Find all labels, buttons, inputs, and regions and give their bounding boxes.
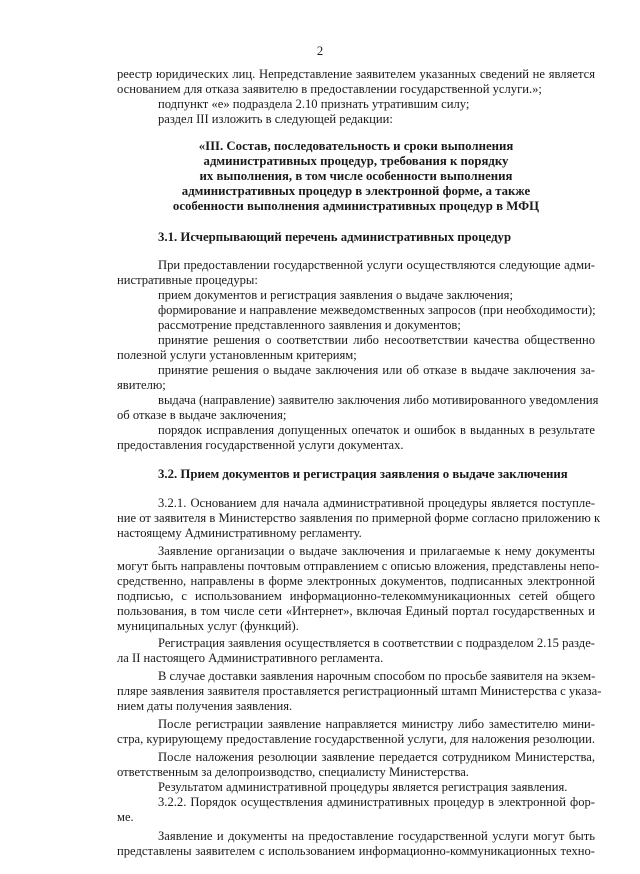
text-line: могут быть направлены почтовым отправлением с описью вложения, представлены непо- [117, 559, 600, 573]
text-line: ние от заявителя в Министерство заявления по примерной форме согласно приложению к [117, 511, 601, 525]
text-line: представлены заявителем с использованием информационно-коммуникационных техно- [117, 844, 595, 858]
text-line: нистративные процедуры: [117, 273, 258, 287]
text-line: Результатом административной процедуры является регистрация заявления. [158, 780, 568, 794]
page-number: 2 [316, 44, 324, 58]
list-item: формирование и направление межведомственных запросов (при необходимости); [158, 303, 596, 317]
text-line: пляре заявления заявителя проставляется регистрационный штамп Министерства с указа- [117, 684, 602, 698]
text-line: подпункт «е» подраздела 2.10 признать утратившим силу; [158, 97, 470, 111]
text-line: стра, курирующему предоставление государственной услуги, для наложения резолюции. [117, 732, 596, 746]
list-item: прием документов и регистрация заявления о выдаче заключения; [158, 288, 513, 302]
text-line: ла II настоящего Административного регламента. [117, 651, 384, 665]
section-heading-line: их выполнения, в том числе особенности выполнения [199, 169, 513, 183]
text-line: После наложения резолюции заявление передается сотрудником Министерства, [158, 750, 595, 764]
text-line: нием даты получения заявления. [117, 699, 293, 713]
text-line: Заявление и документы на предоставление государственной услуги могут быть [158, 829, 595, 843]
list-item: полезной услуги установленным критериям; [117, 348, 357, 362]
text-line: Регистрация заявления осуществляется в соответствии с подразделом 2.15 разде- [158, 636, 595, 650]
list-item: выдача (направление) заявителю заключения либо мотивированного уведомления [158, 393, 599, 407]
text-line: основанием для отказа заявителю в предоставлении государственной услуги.»; [117, 82, 542, 96]
list-item: принятие решения о выдаче заключения или об отказе в выдаче заключения за- [158, 363, 595, 377]
section-heading-line: административных процедур, требования к порядку [203, 154, 509, 168]
list-item: принятие решения о соответствии либо несоответствии качества общественно [158, 333, 595, 347]
text-line: муниципальных услуг (функций). [117, 619, 299, 633]
list-item: об отказе в выдаче заключения; [117, 408, 287, 422]
text-line: раздел III изложить в следующей редакции: [158, 112, 393, 126]
text-line: При предоставлении государственной услуги осуществляются следующие адми- [158, 258, 595, 272]
text-line: 3.2.1. Основанием для начала административной процедуры является поступле- [158, 496, 595, 510]
section-heading-line: «III. Состав, последовательность и сроки выполнения [198, 139, 514, 153]
text-line: реестр юридических лиц. Непредставление заявителем указанных сведений не является [117, 67, 595, 81]
text-line: настоящему Административному регламенту. [117, 526, 362, 540]
text-line: После регистрации заявление направляется министру либо заместителю мини- [158, 717, 595, 731]
text-line: 3.2.2. Порядок осуществления административных процедур в электронной фор- [158, 795, 595, 809]
subsection-heading: 3.1. Исчерпывающий перечень административных процедур [158, 230, 512, 244]
list-item: явителю; [117, 378, 166, 392]
list-item: рассмотрение представленного заявления и документов; [158, 318, 461, 332]
text-line: Заявление организации о выдаче заключения и прилагаемые к нему документы [158, 544, 595, 558]
text-line: подписью, с использованием информационно-телекоммуникационных сетей общего [117, 589, 595, 603]
list-item: порядок исправления допущенных опечаток и ошибок в выданных в результате [158, 423, 595, 437]
section-heading-line: административных процедур в электронной форме, а также [181, 184, 531, 198]
text-line: ме. [117, 810, 134, 824]
list-item: предоставления государственной услуги документах. [117, 438, 404, 452]
subsection-heading: 3.2. Прием документов и регистрация заявления о выдаче заключения [158, 467, 568, 481]
section-heading-line: особенности выполнения административных процедур в МФЦ [172, 199, 540, 213]
text-line: средственно, направлены в форме электронных документов, подписанных электронной [117, 574, 595, 588]
text-line: В случае доставки заявления нарочным способом по просьбе заявителя на экзем- [158, 669, 596, 683]
text-line: пользования, в том числе сети «Интернет», включая Единый портал государственных и [117, 604, 595, 618]
text-line: ответственным за делопроизводство, специалисту Министерства. [117, 765, 469, 779]
